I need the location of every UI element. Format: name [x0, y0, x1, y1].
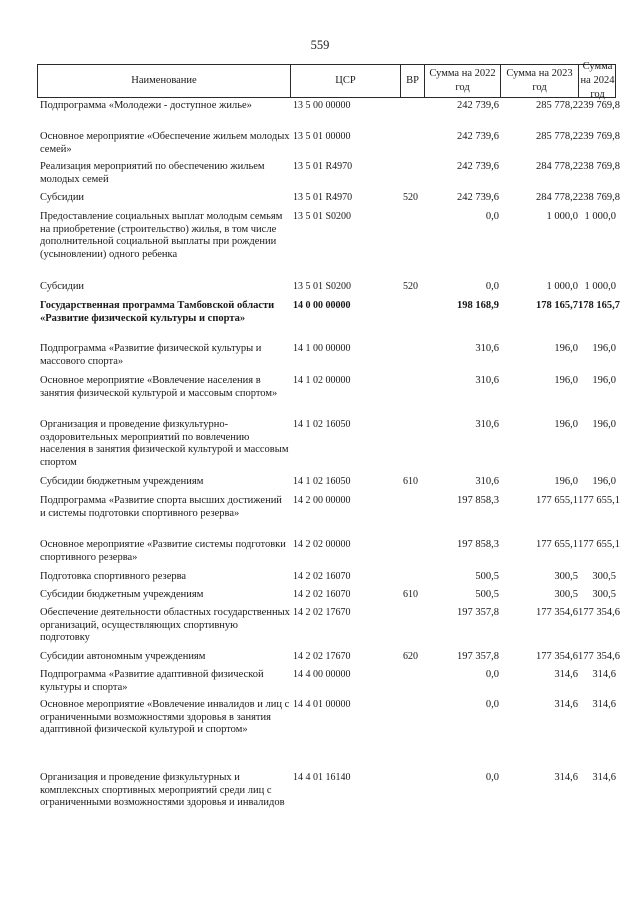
page-number: 559	[310, 38, 330, 52]
row-sum-2023: 196,0	[554, 375, 578, 386]
row-sum-2023: 314,6	[554, 669, 578, 680]
row-sum-2022: 242 739,6	[457, 161, 499, 172]
table-row	[37, 539, 620, 571]
row-sum-2022: 0,0	[485, 772, 499, 783]
row-csr: 13 5 01 S0200	[293, 211, 352, 222]
row-csr: 14 1 02 16050	[293, 476, 351, 487]
header-sum-2023: Сумма на 2023 год	[501, 65, 579, 97]
row-sum-2024: 314,6	[592, 669, 616, 680]
table-row	[37, 161, 620, 192]
row-sum-2023: 285 778,2	[536, 131, 578, 142]
row-csr: 13 5 01 R4970	[293, 161, 353, 172]
table-row	[37, 131, 620, 161]
row-name: Организация и проведение физкультурно-оздоровительных мероприятий по вовлечению населения в занятия физической культурой и массовым спортом	[40, 419, 289, 468]
header-csr: ЦСР	[291, 65, 401, 97]
row-csr: 14 1 00 00000	[293, 343, 351, 354]
row-sum-2024: 178 165,7	[578, 300, 620, 311]
row-sum-2023: 300,5	[554, 589, 578, 600]
row-sum-2022: 500,5	[475, 571, 499, 582]
row-sum-2022: 310,6	[475, 375, 499, 386]
row-csr: 13 5 01 R4970	[293, 192, 353, 203]
row-csr: 14 2 02 16070	[293, 589, 351, 600]
row-vr: 620	[403, 651, 418, 662]
table-row	[37, 476, 617, 495]
row-vr: 610	[403, 589, 418, 600]
row-sum-2022: 0,0	[485, 699, 499, 710]
row-vr: 520	[403, 281, 418, 292]
row-vr: 520	[403, 192, 418, 203]
row-name: Подпрограмма «Развитие адаптивной физической культуры и спорта»	[40, 669, 264, 693]
row-name: Подпрограмма «Развитие спорта высших достижений и системы подготовки спортивного резерва»	[40, 495, 282, 519]
row-sum-2022: 0,0	[485, 281, 499, 292]
row-sum-2024: 196,0	[592, 419, 616, 430]
row-sum-2024: 300,5	[592, 571, 616, 582]
row-csr: 13 5 01 00000	[293, 131, 351, 142]
row-csr: 14 4 00 00000	[293, 669, 351, 680]
row-sum-2022: 0,0	[485, 669, 499, 680]
row-csr: 14 2 02 17670	[293, 607, 351, 618]
row-vr: 610	[403, 476, 418, 487]
row-sum-2022: 500,5	[475, 589, 499, 600]
row-sum-2023: 196,0	[554, 419, 578, 430]
row-sum-2022: 242 739,6	[457, 100, 499, 111]
header-sum-2024: Сумма на 2024 год	[580, 61, 615, 100]
table-row	[37, 699, 617, 772]
row-sum-2023: 1 000,0	[546, 211, 578, 222]
table-row	[37, 772, 617, 830]
row-sum-2023: 285 778,2	[536, 100, 578, 111]
row-sum-2024: 300,5	[592, 589, 616, 600]
row-name: Подпрограмма «Развитие физической культуры и массового спорта»	[40, 343, 262, 367]
row-sum-2022: 310,6	[475, 419, 499, 430]
row-sum-2023: 314,6	[554, 699, 578, 710]
table-header	[37, 61, 616, 100]
row-sum-2022: 197 357,8	[457, 651, 499, 662]
row-name: Подготовка спортивного резерва	[40, 571, 187, 582]
row-sum-2022: 242 739,6	[457, 131, 499, 142]
row-sum-2023: 196,0	[554, 476, 578, 487]
row-name: Основное мероприятие «Вовлечение инвалидов и лиц с ограниченными возможностями здоровья в занятия адаптивной физической культурой и спортом»	[40, 699, 290, 736]
table-row	[37, 343, 617, 375]
row-name: Субсидии	[40, 192, 85, 203]
row-sum-2024: 1 000,0	[584, 281, 616, 292]
table-row	[37, 589, 617, 607]
row-sum-2023: 177 655,1	[536, 495, 578, 506]
header-sum-2022: Сумма на 2022 год	[425, 65, 501, 97]
row-sum-2024: 239 769,8	[578, 100, 620, 111]
row-sum-2023: 314,6	[554, 772, 578, 783]
row-name: Основное мероприятие «Вовлечение населения в занятия физической культурой и массовым спортом»	[40, 375, 278, 399]
row-sum-2024: 177 354,6	[578, 651, 620, 662]
table-row	[37, 300, 620, 343]
row-sum-2024: 177 354,6	[578, 607, 620, 618]
table-row	[37, 669, 617, 699]
table-row	[37, 281, 617, 300]
row-sum-2024: 238 769,8	[578, 192, 620, 203]
row-name: Субсидии бюджетным учреждениям	[40, 476, 204, 487]
table-row	[37, 651, 620, 669]
row-sum-2022: 242 739,6	[457, 192, 499, 203]
row-sum-2022: 310,6	[475, 343, 499, 354]
header-vr: ВР	[401, 65, 425, 97]
row-csr: 14 0 00 00000	[293, 300, 351, 311]
table-row	[37, 375, 617, 419]
row-sum-2024: 1 000,0	[584, 211, 616, 222]
table-row	[37, 607, 620, 651]
table-row	[37, 571, 617, 589]
row-sum-2024: 314,6	[592, 772, 616, 783]
row-sum-2023: 178 165,7	[536, 300, 578, 311]
row-name: Государственная программа Тамбовской области «Развитие физической культуры и спорта»	[40, 300, 275, 324]
row-sum-2022: 198 168,9	[457, 300, 499, 311]
row-name: Основное мероприятие «Обеспечение жильем молодых семей»	[40, 131, 290, 155]
row-name: Подпрограмма «Молодежи - доступное жилье»	[40, 100, 252, 111]
row-sum-2023: 284 778,2	[536, 161, 578, 172]
row-csr: 14 1 02 00000	[293, 375, 351, 386]
row-sum-2023: 177 354,6	[536, 651, 578, 662]
row-sum-2024: 239 769,8	[578, 131, 620, 142]
row-sum-2022: 310,6	[475, 476, 499, 487]
row-sum-2023: 177 655,1	[536, 539, 578, 550]
row-sum-2024: 196,0	[592, 343, 616, 354]
table-row	[37, 192, 620, 211]
row-csr: 14 1 02 16050	[293, 419, 351, 430]
row-sum-2024: 196,0	[592, 476, 616, 487]
row-sum-2022: 0,0	[485, 211, 499, 222]
row-name: Основное мероприятие «Развитие системы подготовки спортивного резерва»	[40, 539, 286, 563]
row-name: Реализация мероприятий по обеспечению жильем молодых семей	[40, 161, 265, 185]
row-csr: 13 5 00 00000	[293, 100, 351, 111]
row-name: Организация и проведение физкультурных и комплексных спортивных мероприятий среди лиц с ограниченными возможностями здоровья и инвалидов	[40, 772, 285, 809]
row-csr: 13 5 01 S0200	[293, 281, 352, 292]
header-name: Наименование	[38, 65, 291, 97]
row-sum-2022: 197 858,3	[457, 495, 499, 506]
row-name: Обеспечение деятельности областных государственных организаций, осуществляющих спортивную подготовку	[40, 607, 290, 644]
row-sum-2023: 284 778,2	[536, 192, 578, 203]
budget-table-body	[37, 100, 620, 830]
row-name: Субсидии	[40, 281, 85, 292]
row-csr: 14 2 02 17670	[293, 651, 351, 662]
row-name: Субсидии бюджетным учреждениям	[40, 589, 204, 600]
row-name: Предоставление социальных выплат молодым семьям на приобретение (строительство) жилья, в том числе дополнительной социальной выплаты при рождении (усыновлении) одного ребенка	[40, 211, 283, 260]
row-sum-2023: 177 354,6	[536, 607, 578, 618]
row-sum-2022: 197 357,8	[457, 607, 499, 618]
row-sum-2023: 1 000,0	[546, 281, 578, 292]
table-row	[37, 419, 617, 476]
table-row	[37, 100, 620, 131]
row-sum-2023: 196,0	[554, 343, 578, 354]
table-row	[37, 211, 617, 281]
row-csr: 14 2 02 16070	[293, 571, 351, 582]
row-sum-2024: 196,0	[592, 375, 616, 386]
row-csr: 14 2 02 00000	[293, 539, 351, 550]
row-name: Субсидии автономным учреждениям	[40, 651, 206, 662]
row-sum-2024: 177 655,1	[578, 539, 620, 550]
row-csr: 14 4 01 00000	[293, 699, 351, 710]
row-sum-2024: 314,6	[592, 699, 616, 710]
row-sum-2024: 238 769,8	[578, 161, 620, 172]
row-sum-2023: 300,5	[554, 571, 578, 582]
row-csr: 14 2 00 00000	[293, 495, 351, 506]
row-sum-2022: 197 858,3	[457, 539, 499, 550]
row-csr: 14 4 01 16140	[293, 772, 351, 783]
table-row	[37, 495, 620, 539]
row-sum-2024: 177 655,1	[578, 495, 620, 506]
